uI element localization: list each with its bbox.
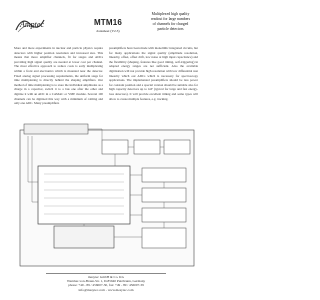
bus-interface-block (142, 228, 186, 248)
output-block (142, 208, 186, 222)
description-line: of channels for charged (152, 22, 189, 26)
body-column-right: preamplifiers have been made with monolithic integrated circuits, but for many applications the signal quality (amplitude resolution, linearity, offset, offset drift, low noise at high input capacitance) and the flexibility (shaping, features like good timing, self-triggering) in adapted energy ranges are not sufficient. Also the available digitization will not provide high resolution with low differential non linearity which our ADCs which is necessary for spectroscopy applications. The implemented preamplifiers should be less power for constant position and a special version should be suitable also for high capacity detectors up to 1nF (typical for large and fast energy-loss detectors). It will provide excellent timing and some types will allow to create multiple features, e.g. tracking. (109, 46, 198, 101)
description-line: particle detectors (157, 27, 184, 31)
footer-address: Wernher-von-Braun-Str. 1, D-85640 Putzbrunn, Germany (66, 278, 146, 283)
shaper-block (134, 140, 160, 154)
discriminator-block (164, 140, 190, 154)
brand-name: Amptec (20, 20, 44, 29)
footer (0, 273, 212, 292)
footer-web: info@mesytec.com - www.mesytec.com (78, 287, 134, 292)
body-column-left: More and more experiments in nuclear and particle physics require detectors with higher position resolution and increased size. This means that more amplifier channels, fit for stages and ADCs providing high signal quality are needed at lower cost per channel. The most effective approach to reduce costs is early multiplexing within a front end electronics which is mounted near the detector. Fixed analog signal processing requirements, the uniform stage for time multiplexing is directly behind the shaping amplifiers. Our method of time multiplexing is to store the individual amplitudes as a charge in a capacitor, switch it to a bus one after the other and digitize it with an ADC in a CAMAC or VME module. Several 100 channels can be digitized this way with a minimum of cabling and only one ADC. Many preamplifiers (14, 46, 103, 106)
product-subtitle: datasheet (V2.3) (96, 29, 120, 33)
channel-array-block (38, 166, 130, 224)
trigger-logic-block (142, 168, 186, 182)
footer-phone: phone: +49 - 89 / 456007-30, fax: +49 - 89 / 456007-39 (68, 283, 144, 288)
preamp-block (102, 140, 128, 154)
title-block (86, 18, 130, 33)
mux-block (54, 226, 114, 248)
block-diagram (18, 122, 196, 270)
footer-company: mesytec GmbH & Co. KG (87, 274, 125, 279)
input-connector-block (24, 124, 88, 134)
product-name: MTM16 (93, 18, 123, 27)
description-line: Multiplexed high quality (151, 12, 190, 16)
description-line: readout for large numbers (150, 17, 191, 21)
control-block (142, 188, 186, 202)
footer-divider (46, 273, 166, 274)
product-description (143, 12, 198, 32)
